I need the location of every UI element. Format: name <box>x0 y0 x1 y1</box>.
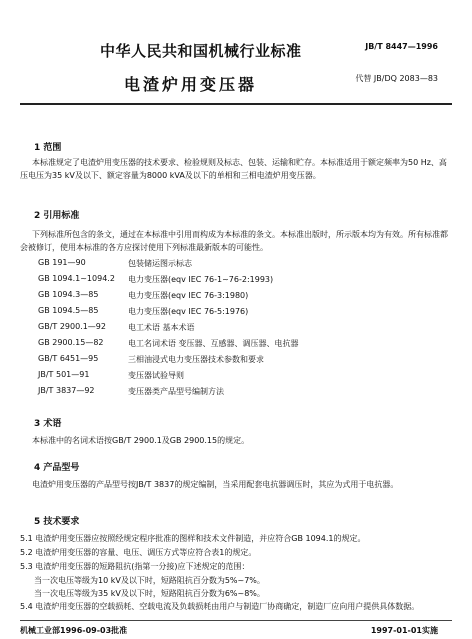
ref-code: GB 1094.5—85 <box>38 306 99 315</box>
clause-5-1: 5.1 电渣炉用变压器应按照经规定程序批准的图样和技术文件制造，并应符合GB 1094.1的规定。 <box>20 534 366 543</box>
standard-code: JB/T 8447—1996 <box>365 42 438 51</box>
ref-code: JB/T 3837—92 <box>38 386 95 395</box>
document-title: 电渣炉用变压器 <box>124 75 258 94</box>
approval-date: 机械工业部1996-09-03批准 <box>20 626 128 635</box>
implementation-date: 1997-01-01实施 <box>370 626 438 635</box>
ref-name: 电力变压器(eqv IEC 76-5:1976) <box>128 307 249 316</box>
section-4-heading: 4 产品型号 <box>34 463 80 473</box>
ref-code: JB/T 501—91 <box>38 370 90 379</box>
clause-5-3-line-1: 当一次电压等级为10 kV及以下时，短路阻抗百分数为5%~7%。 <box>34 576 265 585</box>
section-3-heading: 3 术语 <box>34 419 62 429</box>
ref-row <box>38 274 273 285</box>
section-5-heading: 5 技术要求 <box>34 517 80 527</box>
clause-5-3-line-2: 当一次电压等级为35 kV及以下时，短路阻抗百分数为6%~8%。 <box>34 589 265 598</box>
ref-name: 电力变压器(eqv IEC 76-1~76-2:1993) <box>128 275 274 284</box>
clause-5-3: 5.3 电渣炉用变压器的短路阻抗(指第一分接)应下述规定的范围： <box>20 562 250 571</box>
ref-code: GB/T 2900.1—92 <box>38 322 106 331</box>
ref-name: 变压器类产品型号编制方法 <box>128 387 224 396</box>
ref-code: GB/T 6451—95 <box>38 354 99 363</box>
ref-row <box>38 370 184 381</box>
header-rule <box>20 103 452 105</box>
ref-row <box>38 258 192 269</box>
ref-name: 三相油浸式电力变压器技术参数和要求 <box>128 355 264 364</box>
section-1-para: 本标准规定了电渣炉用变压器的技术要求、检验规则及标志、包装、运输和贮存。本标准适用于额定频率为50 Hz、高压电压为35 kV及以下、额定容量为8000 kVA及以下的单相和三相电渣炉用变压器。 <box>20 158 447 180</box>
replace-note: 代替 JB/DQ 2083—83 <box>355 74 438 83</box>
section-4-para: 电渣炉用变压器的产品型号按JB/T 3837的规定编制，当采用配套电抗器调压时，其应为式用于电抗器。 <box>32 480 399 489</box>
ref-row <box>38 290 248 301</box>
clause-5-2: 5.2 电渣炉用变压器的容量、电压、调压方式等应符合表1的规定。 <box>20 548 257 557</box>
ref-name: 电力变压器(eqv IEC 76-3:1980) <box>128 291 249 300</box>
ref-code: GB 191—90 <box>38 258 86 267</box>
ref-row <box>38 386 224 397</box>
ref-row <box>38 306 248 317</box>
ref-name: 电工术语 基本术语 <box>128 323 195 332</box>
ref-code: GB 2900.15—82 <box>38 338 104 347</box>
section-3-para: 本标准中的名词术语按GB/T 2900.1及GB 2900.15的规定。 <box>32 436 250 445</box>
ref-name: 变压器试验导则 <box>128 371 184 380</box>
section-2-para: 下列标准所包含的条文，通过在本标准中引用而构成为本标准的条文。本标准出版时，所示版本均为有效。所有标准都会被修订，使用本标准的各方应探讨使用下列标准最新版本的可能性。 <box>20 230 448 252</box>
section-1-heading: 1 范围 <box>34 143 62 153</box>
ref-name: 电工名词术语 变压器、互感器、调压器、电抗器 <box>128 339 299 348</box>
ref-row <box>38 354 264 365</box>
ref-row <box>38 338 299 349</box>
ref-name: 包装储运图示标志 <box>128 259 192 268</box>
ref-code: GB 1094.1~1094.2 <box>38 274 115 283</box>
ref-code: GB 1094.3—85 <box>38 290 99 299</box>
issuing-organization: 中华人民共和国机械行业标准 <box>100 42 302 60</box>
footer-rule <box>20 620 452 621</box>
clause-5-4: 5.4 电渣炉用变压器的空载损耗、空载电流及负载损耗由用户与制造厂协商确定，制造厂应向用户提供具体数据。 <box>20 602 420 611</box>
ref-row <box>38 322 195 333</box>
section-2-heading: 2 引用标准 <box>34 211 80 221</box>
